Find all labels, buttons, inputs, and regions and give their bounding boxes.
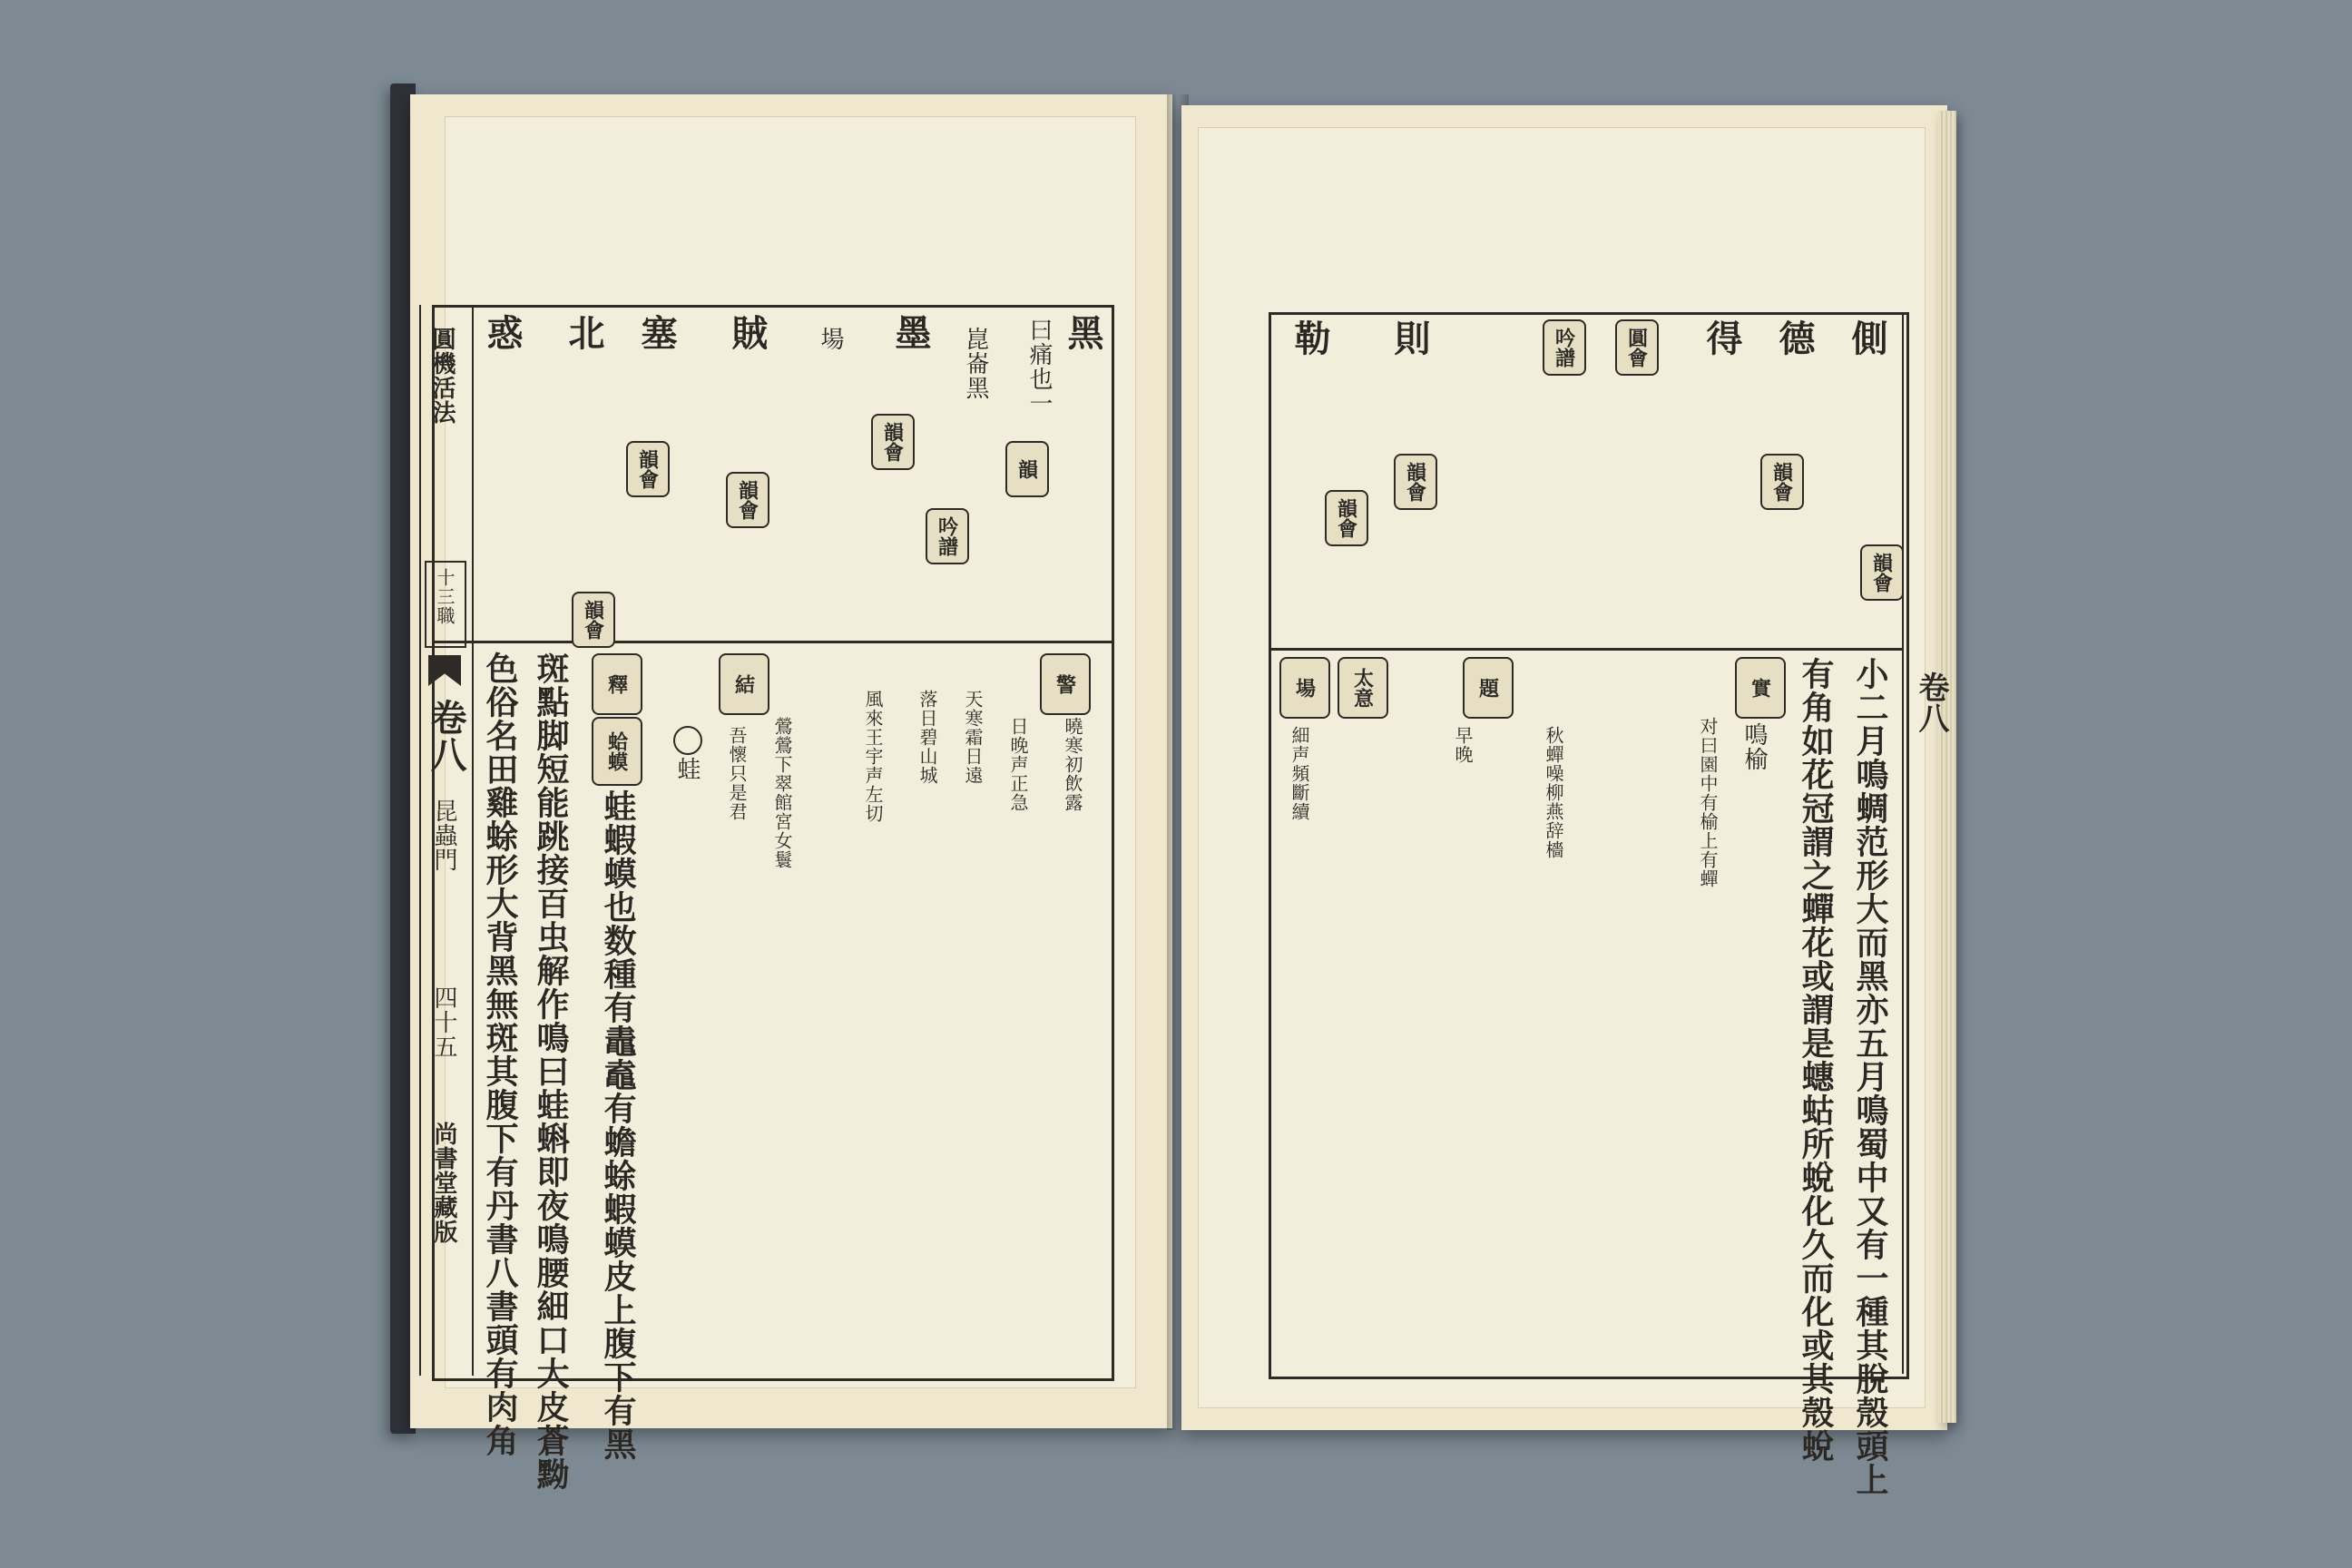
left-bottom-column-8: 天寒霜日遠 xyxy=(962,690,984,785)
left-bottom-column-5: 鶯鶯下翠館宮女鬟 xyxy=(771,717,793,869)
right-bottom-tag-taiyi: 太意 xyxy=(1338,657,1388,719)
right-bottom-column-1: 有角如花冠謂之蟬花或謂是蟪蛄所蛻化久而化或其殼蛻 xyxy=(1797,657,1835,1463)
left-top-column-0: 曰痛也一 xyxy=(1025,318,1053,416)
left-tag-yunhui-4: 韻會 xyxy=(572,592,615,648)
right-top-column-6: 勒 xyxy=(1289,319,1331,357)
left-tag-yinpu: 吟譜 xyxy=(926,508,969,564)
left-bottom-column-3: 蛙 xyxy=(673,757,701,781)
left-top-column-1: 黑 xyxy=(1062,314,1104,351)
left-bottom-column-1: 斑點脚短能跳接百虫解作鳴曰蛙蝌即夜鳴腰細口大皮蒼黝 xyxy=(532,652,570,1491)
left-bottom-column-4: 吾懷只是君 xyxy=(726,726,748,821)
center-page-number: 四十五 xyxy=(430,985,457,1059)
left-bottom-column-2: 蛙蝦蟆也数種有鼃鼁有蟾蜍蝦蟆皮上腹下有黑 xyxy=(599,789,637,1461)
left-tag-yun-1: 韻 xyxy=(1005,441,1049,497)
right-top-column-2: 得 xyxy=(1700,319,1743,357)
right-tag-yunhui-1: 韻會 xyxy=(1860,544,1904,601)
left-tag-yunhui-1: 韻會 xyxy=(871,414,915,470)
right-bottom-column-7: 早晚 xyxy=(1452,726,1474,764)
center-volume: 卷八 xyxy=(425,699,467,773)
left-center-column-rule xyxy=(472,305,474,1376)
left-bottom-tag-3: 釋 xyxy=(592,653,642,715)
right-bottom-column-4: 对曰園中有榆上有蟬 xyxy=(1697,717,1719,888)
left-bottom-column-7: 落日碧山城 xyxy=(916,690,938,785)
left-tag-yunhui-3: 韻會 xyxy=(626,441,670,497)
right-center-rule xyxy=(1902,312,1904,1374)
left-top-column-4: 場 xyxy=(817,327,844,351)
center-chapter: 十三職 xyxy=(434,568,456,625)
left-tag-yunhui-2: 韻會 xyxy=(726,472,769,528)
left-bottom-column-9: 日晚声正急 xyxy=(1007,717,1029,812)
circle-marker xyxy=(673,726,702,755)
right-tag-yunhui-2: 韻會 xyxy=(1760,454,1804,510)
right-top-column-0: 側 xyxy=(1846,319,1888,357)
right-tag-yunhui-4: 韻會 xyxy=(1394,454,1437,510)
right-page-edge xyxy=(1938,111,1956,1423)
center-title: 圓機活法 xyxy=(428,327,456,425)
left-top-column-9: 惑 xyxy=(481,314,524,351)
right-bottom-column-0: 小二月鳴蜩范形大而黑亦五月鳴蜀中又有一種其脫殼頭上 xyxy=(1851,657,1889,1496)
right-head-volume: 卷八 xyxy=(1913,671,1949,733)
left-bottom-tag-2: 結 xyxy=(719,653,769,715)
right-tag-yunhui-5: 韻會 xyxy=(1325,490,1368,546)
right-bottom-column-3: 鳴榆 xyxy=(1740,722,1768,771)
right-bottom-tag-shi: 實 xyxy=(1735,657,1786,719)
left-center-column-outer-rule xyxy=(419,305,421,1376)
right-top-column-5: 則 xyxy=(1388,319,1431,357)
left-top-column-7: 塞 xyxy=(635,314,678,351)
right-bottom-column-10: 細声頻斷續 xyxy=(1289,726,1310,821)
right-tag-yinpu: 吟譜 xyxy=(1543,319,1586,376)
left-bottom-tag-1: 警 xyxy=(1040,653,1091,715)
left-top-column-8: 北 xyxy=(563,314,605,351)
center-section: 昆蟲門 xyxy=(430,799,457,872)
left-bottom-column-6: 風來王宇声左切 xyxy=(862,690,884,823)
left-top-column-6: 賊 xyxy=(726,314,769,351)
left-bottom-column-10: 曉寒初飲露 xyxy=(1062,717,1083,812)
left-bottom-tag-4: 蛤蟆 xyxy=(592,717,642,786)
left-top-divider xyxy=(432,641,1114,643)
right-bottom-tag-ti: 題 xyxy=(1463,657,1514,719)
right-top-divider xyxy=(1269,648,1904,651)
left-bottom-column-0: 色俗名田雞蜍形大背黑無斑其腹下有丹書八書頭有肉角 xyxy=(481,652,519,1457)
left-top-column-3: 墨 xyxy=(889,314,932,351)
right-tag-yunhui-3: 圓會 xyxy=(1615,319,1659,376)
publisher-imprint: 尚書堂藏版 xyxy=(430,1122,457,1244)
right-top-column-1: 德 xyxy=(1773,319,1816,357)
right-bottom-column-6: 秋蟬噪柳燕辞檣 xyxy=(1543,726,1564,859)
left-top-column-2: 崑崙黑 xyxy=(962,327,989,400)
right-bottom-tag-chang: 場 xyxy=(1279,657,1330,719)
